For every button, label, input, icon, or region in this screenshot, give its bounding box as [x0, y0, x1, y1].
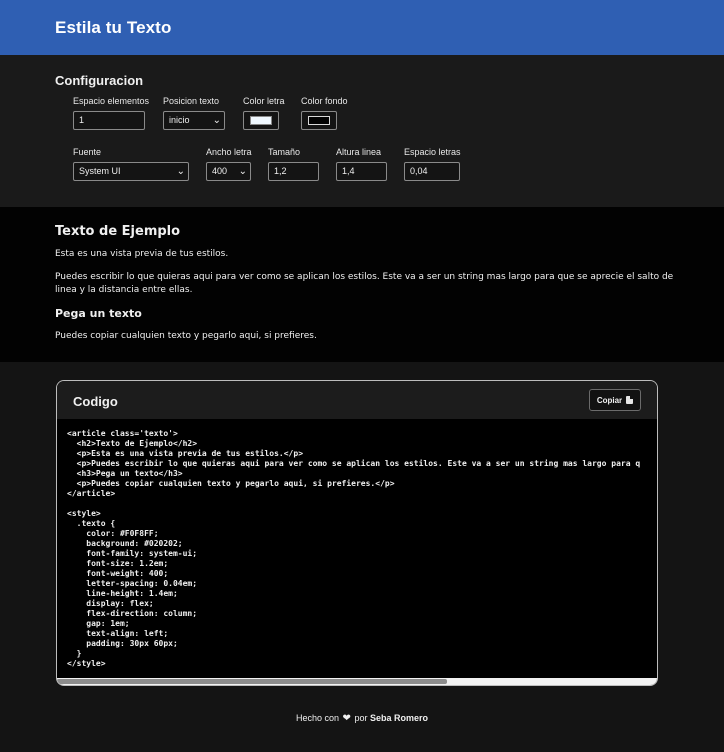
letter-spacing-input[interactable] [404, 162, 460, 181]
preview-paragraph-2: Puedes escribir lo que quieras aqui para ver como se aplican los estilos. Este va a ser un string mas largo para que se aprecie el salto de linea y la distancia entre ellas. [55, 272, 674, 295]
position-select[interactable] [163, 111, 225, 130]
letter-spacing-value: 0,04 [410, 166, 428, 176]
footer [0, 713, 724, 724]
position-field [163, 96, 225, 130]
weight-value: 400 [212, 166, 228, 176]
code-title: Codigo [73, 394, 118, 409]
spacing-input[interactable] [73, 111, 145, 130]
preview-subheading: Pega un texto [55, 307, 142, 320]
bg-color-field [301, 96, 348, 130]
font-label: Fuente [73, 147, 102, 157]
footer-prefix: Hecho con [295, 713, 340, 723]
chevron-down-icon: ⌄ [176, 165, 185, 177]
code-content: <article class='texto'> <h2>Texto de Ejemplo</h2> <p>Esta es una vista previa de tus estilos.</p> <p>Puedes escribir lo que quieras aqui para ver como se aplican los estilos. Este va a ser un string mas largo para q <h3>Pega un texto</h3> <p>Puedes copiar cualquien texto y pegarlo aqui, si prefieres.</p> </article> <style> .texto { color: #F0F8FF; background: #020202; font-family: system-ui; font-size: 1.2em; font-weight: 400; letter-spacing: 0.04em; line-height: 1.4em; display: flex; flex-direction: column; gap: 1em; text-align: left; padding: 30px 60px; } </style> [67, 429, 641, 668]
line-height-label: Altura linea [336, 147, 382, 157]
font-value: System UI [79, 166, 121, 176]
footer-author: Seba Romero [369, 713, 428, 723]
weight-field [206, 147, 252, 181]
text-color-picker[interactable] [243, 111, 279, 130]
code-header [57, 381, 657, 419]
bg-color-swatch [308, 116, 330, 125]
font-field [73, 147, 189, 181]
size-label: Tamaño [268, 147, 301, 157]
line-height-value: 1,4 [342, 166, 355, 176]
spacing-field [73, 96, 149, 130]
config-panel [0, 55, 724, 207]
line-height-input[interactable] [336, 162, 387, 181]
bg-color-picker[interactable] [301, 111, 337, 130]
position-value: inicio [169, 115, 190, 125]
config-title: Configuracion [55, 73, 144, 88]
code-block[interactable] [57, 419, 657, 679]
position-label: Posicion texto [163, 96, 220, 106]
chevron-down-icon: ⌄ [238, 165, 247, 177]
letter-spacing-field [404, 147, 461, 181]
weight-label: Ancho letra [206, 147, 252, 157]
chevron-down-icon: ⌄ [212, 114, 221, 126]
size-input[interactable] [268, 162, 319, 181]
footer-middle: por [354, 713, 368, 723]
line-height-field [336, 147, 387, 181]
code-panel [56, 380, 658, 686]
preview-article [0, 207, 724, 362]
copy-button[interactable] [589, 389, 641, 411]
heart-icon: ❤ [342, 713, 351, 724]
spacing-label: Espacio elementos [73, 96, 150, 106]
preview-paragraph-1: Esta es una vista previa de tus estilos. [55, 249, 229, 259]
letter-spacing-label: Espacio letras [404, 147, 461, 157]
app-title: Estila tu Texto [55, 18, 172, 37]
horizontal-scrollbar[interactable] [57, 678, 657, 685]
scrollbar-thumb[interactable] [57, 679, 447, 684]
weight-select[interactable] [206, 162, 251, 181]
text-color-field [243, 96, 285, 130]
text-color-swatch [250, 116, 272, 125]
copy-label: Copiar [596, 395, 623, 405]
clipboard-icon [626, 396, 633, 404]
font-select[interactable] [73, 162, 189, 181]
preview-heading: Texto de Ejemplo [55, 224, 181, 239]
bg-color-label: Color fondo [301, 96, 348, 106]
preview-paragraph-3: Puedes copiar cualquien texto y pegarlo aqui, si prefieres. [55, 331, 317, 341]
text-color-label: Color letra [243, 96, 285, 106]
size-field [268, 147, 319, 181]
spacing-value: 1 [79, 115, 85, 125]
app-header [0, 0, 724, 55]
size-value: 1,2 [274, 166, 287, 176]
